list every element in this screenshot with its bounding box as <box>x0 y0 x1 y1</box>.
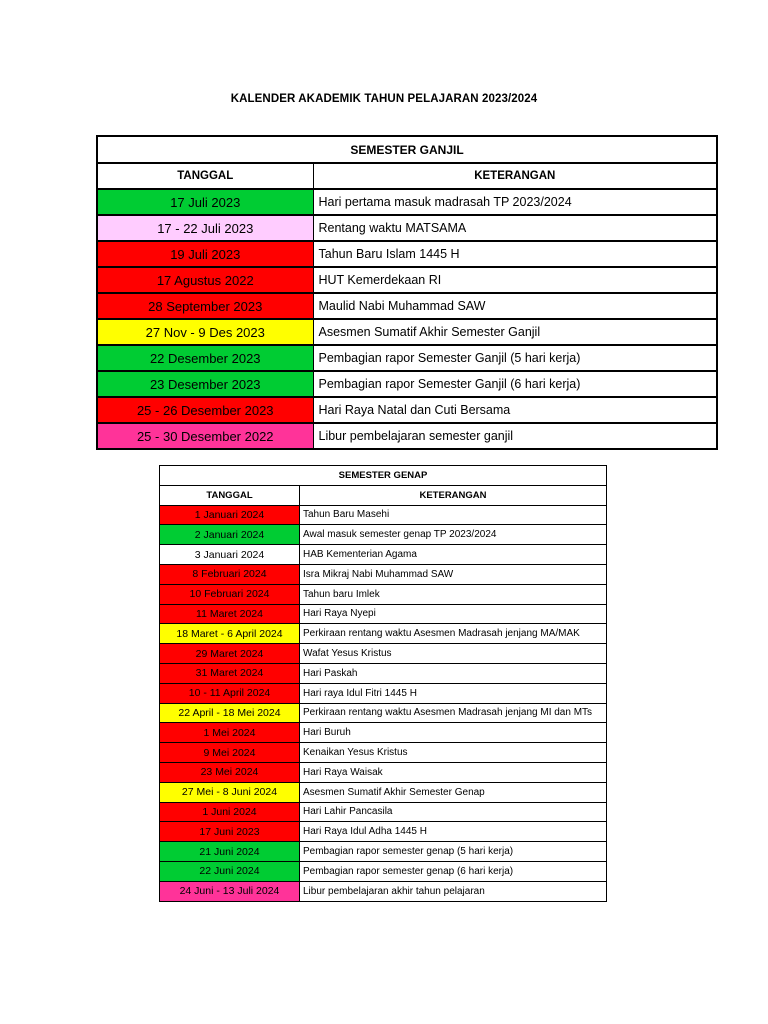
row-description: Kenaikan Yesus Kristus <box>300 743 607 763</box>
row-date: 31 Maret 2024 <box>160 663 300 683</box>
table-row <box>160 584 607 604</box>
row-description: Tahun Baru Islam 1445 H <box>313 241 717 267</box>
row-description: Hari Raya Idul Adha 1445 H <box>300 822 607 842</box>
row-date: 18 Maret - 6 April 2024 <box>160 624 300 644</box>
row-description: Awal masuk semester genap TP 2023/2024 <box>300 525 607 545</box>
row-date: 21 Juni 2024 <box>160 842 300 862</box>
table-row <box>97 319 717 345</box>
row-date: 19 Juli 2023 <box>97 241 313 267</box>
table-row <box>97 189 717 215</box>
row-date: 28 September 2023 <box>97 293 313 319</box>
row-description: Hari Buruh <box>300 723 607 743</box>
table-row <box>97 241 717 267</box>
table-row <box>160 663 607 683</box>
row-description: Tahun baru Imlek <box>300 584 607 604</box>
row-description: Asesmen Sumatif Akhir Semester Ganjil <box>313 319 717 345</box>
genap-col-keterangan: KETERANGAN <box>300 485 607 505</box>
row-date: 27 Nov - 9 Des 2023 <box>97 319 313 345</box>
table-row <box>160 604 607 624</box>
genap-col-tanggal: TANGGAL <box>160 485 300 505</box>
row-description: HUT Kemerdekaan RI <box>313 267 717 293</box>
row-description: Hari Raya Waisak <box>300 762 607 782</box>
row-description: Hari pertama masuk madrasah TP 2023/2024 <box>313 189 717 215</box>
table-row <box>97 293 717 319</box>
row-date: 23 Desember 2023 <box>97 371 313 397</box>
table-row <box>160 564 607 584</box>
row-description: Perkiraan rentang waktu Asesmen Madrasah jenjang MA/MAK <box>300 624 607 644</box>
page-title: KALENDER AKADEMIK TAHUN PELAJARAN 2023/2024 <box>230 93 538 105</box>
row-date: 17 Juni 2023 <box>160 822 300 842</box>
row-description: Pembagian rapor semester genap (5 hari kerja) <box>300 842 607 862</box>
row-description: Maulid Nabi Muhammad SAW <box>313 293 717 319</box>
row-date: 27 Mei - 8 Juni 2024 <box>160 782 300 802</box>
table-row <box>97 397 717 423</box>
row-description: Rentang waktu MATSAMA <box>313 215 717 241</box>
table-row <box>97 215 717 241</box>
semester-ganjil-table <box>96 135 718 450</box>
row-description: HAB Kementerian Agama <box>300 545 607 565</box>
row-description: Hari Raya Nyepi <box>300 604 607 624</box>
row-date: 24 Juni - 13 Juli 2024 <box>160 881 300 901</box>
row-description: Tahun Baru Masehi <box>300 505 607 525</box>
row-description: Perkiraan rentang waktu Asesmen Madrasah jenjang MI dan MTs <box>300 703 607 723</box>
table-row <box>160 525 607 545</box>
table-row <box>160 723 607 743</box>
row-description: Pembagian rapor semester genap (6 hari kerja) <box>300 861 607 881</box>
ganjil-heading-row <box>97 136 717 163</box>
row-description: Libur pembelajaran semester ganjil <box>313 423 717 449</box>
table-row <box>160 822 607 842</box>
row-date: 25 - 30 Desember 2022 <box>97 423 313 449</box>
ganjil-col-tanggal: TANGGAL <box>97 163 313 189</box>
row-date: 10 - 11 April 2024 <box>160 683 300 703</box>
genap-heading-row <box>160 466 607 486</box>
table-row <box>97 267 717 293</box>
semester-genap-table <box>159 465 607 902</box>
row-description: Hari Lahir Pancasila <box>300 802 607 822</box>
row-description: Wafat Yesus Kristus <box>300 644 607 664</box>
table-row <box>160 802 607 822</box>
ganjil-column-header-row <box>97 163 717 189</box>
row-date: 17 - 22 Juli 2023 <box>97 215 313 241</box>
table-row <box>160 505 607 525</box>
row-date: 22 April - 18 Mei 2024 <box>160 703 300 723</box>
table-row <box>160 624 607 644</box>
ganjil-col-keterangan: KETERANGAN <box>313 163 717 189</box>
row-date: 29 Maret 2024 <box>160 644 300 664</box>
row-date: 22 Desember 2023 <box>97 345 313 371</box>
row-date: 1 Januari 2024 <box>160 505 300 525</box>
row-date: 25 - 26 Desember 2023 <box>97 397 313 423</box>
row-date: 9 Mei 2024 <box>160 743 300 763</box>
table-row <box>160 842 607 862</box>
row-description: Pembagian rapor Semester Ganjil (5 hari kerja) <box>313 345 717 371</box>
table-row <box>160 861 607 881</box>
genap-heading: SEMESTER GENAP <box>160 466 607 486</box>
table-row <box>160 683 607 703</box>
row-date: 1 Juni 2024 <box>160 802 300 822</box>
row-description: Isra Mikraj Nabi Muhammad SAW <box>300 564 607 584</box>
table-row <box>97 423 717 449</box>
row-date: 3 Januari 2024 <box>160 545 300 565</box>
table-row <box>160 644 607 664</box>
row-date: 17 Agustus 2022 <box>97 267 313 293</box>
row-description: Pembagian rapor Semester Ganjil (6 hari kerja) <box>313 371 717 397</box>
row-date: 2 Januari 2024 <box>160 525 300 545</box>
ganjil-heading: SEMESTER GANJIL <box>97 136 717 163</box>
table-row <box>160 881 607 901</box>
row-description: Hari Raya Natal dan Cuti Bersama <box>313 397 717 423</box>
row-description: Libur pembelajaran akhir tahun pelajaran <box>300 881 607 901</box>
row-date: 17 Juli 2023 <box>97 189 313 215</box>
table-row <box>160 743 607 763</box>
row-date: 11 Maret 2024 <box>160 604 300 624</box>
table-row <box>160 703 607 723</box>
table-row <box>97 345 717 371</box>
table-row <box>160 762 607 782</box>
genap-column-header-row <box>160 485 607 505</box>
table-row <box>160 545 607 565</box>
row-date: 22 Juni 2024 <box>160 861 300 881</box>
row-description: Hari Paskah <box>300 663 607 683</box>
table-row <box>97 371 717 397</box>
table-row <box>160 782 607 802</box>
row-date: 23 Mei 2024 <box>160 762 300 782</box>
row-description: Asesmen Sumatif Akhir Semester Genap <box>300 782 607 802</box>
row-date: 8 Februari 2024 <box>160 564 300 584</box>
row-description: Hari raya Idul Fitri 1445 H <box>300 683 607 703</box>
row-date: 1 Mei 2024 <box>160 723 300 743</box>
row-date: 10 Februari 2024 <box>160 584 300 604</box>
